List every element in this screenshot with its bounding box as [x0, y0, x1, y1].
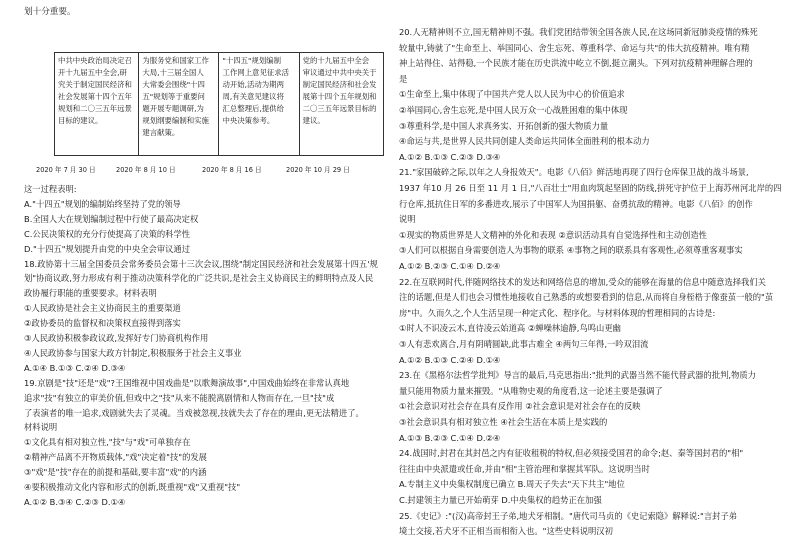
text-line: 这一过程表明:	[24, 184, 77, 194]
text-line: ③社会意识具有相对独立性 ④社会生活在本质上是实践的	[399, 417, 608, 427]
text-line: ①现实的物质世界是人文精神的外化和表现 ②意识活动具有自觉选择性和主动创造性	[399, 229, 707, 240]
text-line: ③人有悲欢离合,月有阴晴圆缺,此事古难全 ④两句三年得,一吟双泪流	[399, 339, 649, 349]
text-line: A.①② B.①③ C.②④ D.①④	[399, 354, 501, 365]
text-line: 21."家国破碎之际,以年之人身报效天"。电影《八佰》鲜活地再现了四行仓库保卫战的战斗场景,	[399, 167, 749, 178]
text-line: ③"戏"是"技"存在的前提和基础,要丰富"戏"的内涵	[24, 467, 207, 478]
text-line: ①生命至上,集中体现了中国共产党人以人民为中心的价值追求	[399, 89, 625, 100]
text-line: D."十四五"规划提升由党的中央全会审议通过	[24, 243, 191, 254]
text-line: B.全国人大在规划编制过程中行使了最高决定权	[24, 213, 199, 224]
text-line: ②政协委员的监督权和决策权直接得到落实	[24, 318, 181, 329]
text-line: ③人民政协积极参政议政,发挥好专门协商机构作用	[24, 333, 209, 343]
timeline-date: 2020 年 8 月 10 日	[116, 166, 176, 174]
text-line: 量只能用物质力量来摧毁。"从唯物史观的角度看,这一论述主要是强调了	[399, 385, 663, 396]
timeline-cell: 为服务党和国家工作 大局,十三届全国人 大常委会围绕"十四 五"规划等于重要问 题开展专题调研,为 规划纲要编制和实施 建言献策。	[139, 53, 219, 156]
text-line: 较量中,铸就了"生命至上、举国同心、舍生忘死、尊重科学、命运与共"的伟大抗疫精神。唯有精	[399, 42, 750, 53]
text-line: 境土交接,若犬牙不正相当而相衔入也。"这些史料说明汉初	[399, 526, 613, 537]
text-line: ①时人不识凌云木,直待凌云始道高 ②蝉噪林逾静,鸟鸣山更幽	[399, 323, 621, 334]
text-line: A.①④ B.①③ C.②④ D.③④	[24, 362, 126, 373]
text-line: 房"中。久而久之,个人生活呈现一种定式化、程序化。与材料体现的哲理相同的古诗是:	[399, 307, 716, 318]
text-line: C.封建领主力量已开始萌芽 D.中央集权的趋势正在加强	[399, 495, 602, 505]
text-line: 划"协商议政,努力形成有利于推动决策科学化的广泛共识,是社会主义协商民主的鲜明特点及人民	[24, 273, 374, 284]
text-line: ②举国同心,舍生忘死,是中国人民万众一心战胜困难的集中体现	[399, 105, 628, 115]
text-line: 政协履行职能的重要要求。材料表明	[24, 288, 157, 299]
timeline-cell: "十四五"规划编制 工作网上意见征求活 动开始,活动为期两 周,有关意见建议将 汇总整理后,提供给 中央决策参考。	[219, 53, 299, 156]
timeline-date: 2020 年 8 月 16 日	[202, 166, 262, 174]
text-line: A.①③ B.②③ C.①④ D.②④	[399, 432, 501, 443]
text-line: 材料说明	[24, 422, 58, 433]
text-line: A.专制主义中央集权制度已确立 B.周天子失去"天下共主"地位	[399, 479, 625, 490]
text-line: 追求"技"有独立的审美价值,但戏中之"技"从来不能脱离剧情和人物而存在,一旦"技"成	[24, 392, 335, 403]
text-line: 20.人无精神则不立,国无精神则不强。我们党团结带领全国各族人民,在这场同新冠肺炎疫情的殊死	[399, 27, 758, 37]
text-line: ①社会意识对社会存在具有反作用 ②社会意识是对社会存在的反映	[399, 401, 641, 412]
text-line: C.公民决策权的充分行使提高了决策的科学性	[24, 228, 191, 239]
text-line: 了表演者的唯一追求,戏剧就失去了灵魂。当戏被忽视,技就失去了存在的理由,更无法精进了。	[24, 407, 364, 418]
text-line: 22.在互联网时代,伴随网络技术的发达和网络信息的增加,受众的能够在海量的信息中随意选择我们关	[399, 276, 766, 287]
text-line: ④命运与共,是世界人民共同创建人类命运共同体全面胜利的根本动力	[399, 136, 650, 147]
text-line: A."十四五"规划的编制始终坚持了党的领导	[24, 198, 181, 209]
text-line: ①人民政协是社会主义协商民主的重要渠道	[24, 303, 181, 314]
timeline-date: 2020 年 7 月 30 日	[36, 166, 96, 174]
text-line: 是	[399, 73, 408, 84]
text-line: 23.在《黑格尔法哲学批判》导言的最后,马克思指出:"批判的武器当然不能代替武器的批判,物质力	[399, 370, 756, 381]
timeline-cell: 党的十九届五中全会 审议通过中共中央关于 制定国民经济和社会发 展第十四个五年规划和 二〇三五年远景目标的 建议。	[299, 53, 383, 156]
text-line: 24.战国时,封君在其封邑之内有征收租税的特权,但必须接受国君的命令;赵、秦等国封君的"相"	[399, 448, 744, 459]
text-line: 25.《史记》:"(汉)高帝封王子弟,地犬牙相制。"唐代司马贞的《史记索隐》解释说:"言封子弟	[399, 510, 738, 521]
text-line: 18.政协第十三届全国委员会常务委员会第十三次会议,围绕"制定国民经济和社会发展第十四五'规	[24, 258, 378, 269]
text-line: 说明	[399, 214, 416, 225]
text-line: 往往由中央派遣或任命,并由"相"主管治理和掌握其军队。这说明当时	[399, 463, 650, 474]
text-line: ④人民政协参与国家大政方针制定,积极服务于社会主义事业	[24, 347, 242, 358]
timeline-table	[54, 52, 384, 156]
text-line: 神上站得住、站得稳,一个民族才能在历史洪流中屹立不倒,挺立潮头。下列对抗疫精神理解合理的	[399, 58, 753, 69]
text-line: 注的话题,但是人们也会习惯性地接收自己熟悉的或想要看到的信息,从而将自身桎梏于像蚕茧一般的"茧	[399, 292, 774, 303]
text-line: ①文化具有相对独立性,"技"与"戏"可单独存在	[24, 437, 191, 448]
text-line: A.①② B.①③ C.②③ D.③④	[399, 151, 501, 162]
text-line: ③人们可以根据自身需要创造人为事物的联系 ④事物之间的联系具有客观性,必须尊重客观事实	[399, 245, 743, 256]
text-line: 划十分重要。	[24, 7, 76, 17]
text-line: ②精神产品离不开物质载体,"戏"决定着"技"的发展	[24, 452, 207, 463]
text-line: ④要积极推动文化内容和形式的创新,既重视"戏"又重视"技"	[24, 482, 241, 492]
text-line: 1937 年10 月 26 日至 11 月 1 日,"八百壮士"用血肉筑起坚固的防线,拼死守护位于上海苏州河北岸的四	[399, 183, 782, 193]
text-line: A.①② B.②③ C.①④ D.②④	[399, 261, 501, 271]
text-line: ③尊重科学,是中国人求真务实、开拓创新的强大物质力量	[399, 120, 609, 131]
timeline-cell: 中共中央政治局决定召 开十九届五中全会,研 究关于制定国民经济和 社会发展第十四个五年 规划和二〇三五年远景 目标的建议。	[55, 53, 139, 156]
text-line: 行仓库,抵抗住日军的多番进攻,展示了中国军人为国捐躯、奋勇抗敌的精神。电影《八佰》的创作	[399, 198, 753, 209]
text-line: A.①② B.③④ C.②③ D.①④	[24, 496, 126, 507]
timeline-date: 2020 年 10 月 29 日	[286, 166, 350, 174]
text-line: 19.京剧是"技"还是"戏"?王国维视中国戏曲是"以歌舞演故事",中国戏曲始终在非常认真地	[24, 377, 350, 388]
